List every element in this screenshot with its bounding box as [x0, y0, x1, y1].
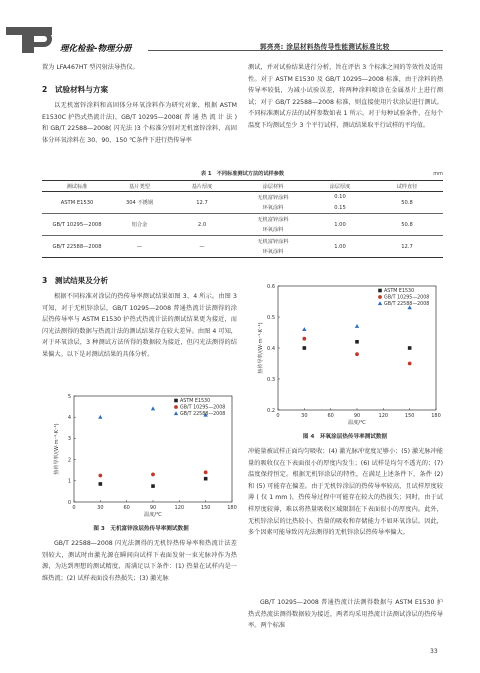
- section-2-paragraph: 以无机富锌涂料和高固体分环氧涂料作为研究对象，根据 ASTM E1530C 护热式热流计法)、GB/T 10295—2008( 普 通 热 流 计 法 ) 和 GB/T 22588—2008( 闪光法 )3 个标准分别对无机富锌涂料、高固体分环氧涂料在 30、90、150 ℃条件下进行热传导率: [42, 102, 237, 144]
- legend-marker: [174, 399, 178, 403]
- figure-3-chart: [42, 390, 240, 522]
- table-1-caption: 表 1 不同标准测试方法的试样参数: [200, 171, 285, 177]
- journal-logo: [6, 27, 58, 53]
- cell-coating: 无机富锌涂料: [257, 216, 289, 223]
- data-point: [355, 324, 359, 328]
- data-point: [151, 406, 155, 410]
- cell-diameter: 50.8: [401, 199, 413, 206]
- figure-3-caption: 图 3 无机富锌涂层热传导率测试数据: [93, 526, 189, 532]
- cell-thick: 0.10: [334, 194, 346, 201]
- x-tick-label: 120: [174, 505, 185, 511]
- page-number: 33: [430, 648, 438, 655]
- data-point: [302, 327, 306, 331]
- x-tick-label: 60: [327, 413, 334, 419]
- y-tick-label: 0.4: [267, 345, 275, 352]
- cell-diameter: 50.8: [401, 221, 413, 228]
- col2-top-text: 测试，并对试验结果进行分析，旨在评估 3 个标准之间的等效性及适用性。对于 ASTM E1530 及 GB/T 10295—2008 标准，由于涂料的热传导率较低，为减小试验误差，将两种涂料喷涂在金属基片上进行测试；对于 GB/T 22588—2008 标准，则直接使用片状涂层进行测试。不同标准测试方法的试样参数如表 1 所示。对于每种试验条件，在每个温度下均测试至少 3 个平行试样，测试结果取平行试样的平均值。: [248, 64, 443, 129]
- legend-marker: [378, 289, 382, 293]
- data-point: [98, 415, 102, 419]
- data-point: [98, 474, 102, 478]
- th-coating: 涂层材料: [262, 183, 284, 190]
- running-title: 郭亮亮: 涂层材料热传导性能测试标准比较: [260, 43, 390, 51]
- table-1-grid: [42, 180, 443, 258]
- table-1-unit: mm: [433, 171, 443, 177]
- col1-bottom-text: GB/T 22588—2008 闪光法测得的无机锌热传导率和热流计法差别较大，测试时由激光源在瞬间向试样下表面发射一束光脉冲作为热源，为达到理想的测试精度，需满足以下条件：(1) 热量在试样内是一维热流；(2) 试样表面没有热损失；(3) 激光脉: [42, 540, 237, 582]
- data-point: [303, 346, 307, 350]
- cell-coating: 环氧涂料: [262, 249, 284, 256]
- figure-4-caption: 图 4 环氧涂层热传导率测试数据: [302, 434, 388, 440]
- cell-standard: GB/T 22588—2008: [52, 243, 102, 250]
- th-substrate: 基片类型: [129, 183, 150, 190]
- data-point: [355, 352, 359, 356]
- table-row: [42, 214, 443, 225]
- y-axis-label: 热传导率/(W·m⁻¹·K⁻¹): [54, 423, 60, 475]
- data-point: [99, 482, 103, 486]
- page-header: [0, 0, 480, 55]
- x-tick-label: 60: [123, 505, 130, 511]
- x-tick-label: 90: [149, 505, 157, 511]
- cell-substrate: 铝合金: [131, 222, 148, 228]
- section-2-heading: 2 试验材料与方案: [42, 85, 109, 94]
- journal-name: 理化检验-物理分册: [60, 44, 132, 54]
- x-tick-label: 180: [431, 413, 441, 419]
- y-tick-label: 5: [67, 393, 71, 400]
- col2-bottom-text-1: 冲能量被试样正面均匀吸收；(4) 激光脉冲宽度足够小；(5) 激光脉冲能量的吸收仅在下表面很小的厚度内发生；(6) 试样是均匀不透光的；(7) 温度保持恒定。根据无机锌涂层的特性，在满足上述条件下，条件 (2) 和 (5) 可能存在偏差。由于无机锌涂层的热传导率较高，且试样厚度较薄 ( 仅 1 mm )，热传导过程中可能存在较大的热损失；同时，由于试样厚度较薄，难以将热量吸收区域限制在下表面很小的厚度内。此外，无机锌涂层的比热较小，热量的吸收和存储能力不如环氧涂层。因此，多个因素可能导致闪光法测得的无机锌涂层热传导率偏大。: [248, 448, 443, 537]
- cell-coating: 无机富锌涂料: [257, 194, 289, 201]
- y-tick-label: 0.3: [267, 376, 275, 383]
- data-point: [151, 484, 155, 488]
- data-point: [302, 337, 306, 341]
- x-tick-label: 0: [276, 413, 280, 419]
- x-tick-label: 120: [378, 413, 389, 419]
- y-tick-label: 0.6: [267, 283, 275, 290]
- col1-top-text: 置为 LFA467HT 型闪射法导热仪。: [42, 64, 139, 71]
- cell-standard: ASTM E1530: [60, 199, 94, 206]
- x-tick-label: 30: [301, 413, 308, 419]
- section-3-heading: 3 测试结果及分析: [42, 276, 109, 285]
- table-header-row: [42, 181, 443, 192]
- y-tick-label: 4: [67, 415, 71, 421]
- legend-label: GB/T 10295—2008: [384, 295, 430, 301]
- x-axis-label: 温度/℃: [144, 512, 162, 518]
- legend-label: GB/T 22588—2008: [180, 412, 226, 417]
- legend-marker: [174, 405, 178, 409]
- y-tick-label: 2: [67, 457, 71, 464]
- cell-thick: 1.00: [334, 221, 346, 228]
- legend-label: GB/T 22588—2008: [384, 302, 430, 307]
- y-tick-label: 0.5: [267, 314, 275, 321]
- cell-substrate: —: [136, 243, 143, 250]
- legend-label: ASTM E1530: [384, 289, 415, 294]
- cell-thick: 1.00: [334, 243, 346, 250]
- th-standard: 测试标准: [66, 183, 88, 190]
- y-tick-label: 3: [67, 436, 71, 443]
- x-tick-label: 90: [353, 413, 361, 419]
- data-point: [355, 340, 359, 344]
- legend-label: ASTM E1530: [180, 399, 211, 404]
- y-tick-label: 0: [67, 499, 71, 506]
- x-tick-label: 150: [404, 413, 415, 419]
- cell-thick: 0.15: [334, 204, 346, 211]
- data-point: [204, 470, 208, 474]
- legend-marker: [174, 411, 178, 415]
- cell-diameter: 12.7: [401, 243, 413, 250]
- y-axis-label: 热传导率/(W·m⁻¹·K⁻¹): [258, 322, 264, 374]
- table-row: [42, 192, 443, 203]
- x-tick-label: 0: [72, 505, 76, 511]
- col2-bottom-text-2: GB/T 10295—2008 普通热流计法测得数据与 ASTM E1530 护热式热流法测得数据较为接近，两者均采用热流计法测试涂层的热传导率。两个标准: [248, 599, 443, 630]
- x-tick-label: 30: [97, 505, 104, 511]
- legend-marker: [378, 301, 382, 305]
- table-1: [42, 170, 443, 258]
- legend-marker: [378, 295, 382, 299]
- cell-sub-thick: 2.0: [197, 221, 207, 228]
- section-3-paragraph: 根据不同标准对涂层的热传导率测试结果如图 3、4 所示。由图 3 可知，对于无机锌涂层，GB/T 10295—2008 普通热流计法测得的涂层热传导率与 ASTM E1530 护热式热流计法的测试结果更为接近，而闪光法测得的数据与热流计法的测试结果存在较大差异。由图 4 可知，对于环氧涂层，3 种测试方法所得的数据较为接近，但闪光法测得的结果偏大。以下是对测试结果的具体分析。: [42, 293, 237, 358]
- data-point: [408, 362, 412, 366]
- data-point: [151, 473, 155, 477]
- cell-sub-thick: —: [199, 243, 205, 250]
- y-tick-label: 1: [67, 478, 71, 485]
- cell-coating: 环氧涂料: [262, 205, 284, 212]
- th-thick: 涂层厚度: [329, 183, 351, 190]
- cell-standard: GB/T 10295—2008: [52, 221, 102, 228]
- legend-label: GB/T 10295—2008: [180, 405, 226, 411]
- table-row: [42, 236, 443, 247]
- figure-4-chart: [246, 280, 444, 428]
- cell-sub-thick: 12.7: [196, 199, 208, 206]
- data-point: [204, 477, 208, 481]
- th-diameter: 试样直径: [396, 183, 418, 190]
- cell-coating: 环氧涂料: [262, 227, 284, 234]
- th-sub-thick: 基片厚度: [191, 183, 213, 190]
- data-point: [408, 346, 412, 350]
- cell-coating: 无机富锌涂料: [257, 238, 289, 245]
- table-1-caption-row: [42, 170, 443, 180]
- x-tick-label: 180: [227, 505, 237, 511]
- cell-substrate: 304 不锈钢: [125, 200, 154, 206]
- y-tick-label: 0.2: [267, 407, 275, 414]
- x-axis-label: 温度/℃: [348, 420, 366, 426]
- x-tick-label: 150: [200, 505, 211, 511]
